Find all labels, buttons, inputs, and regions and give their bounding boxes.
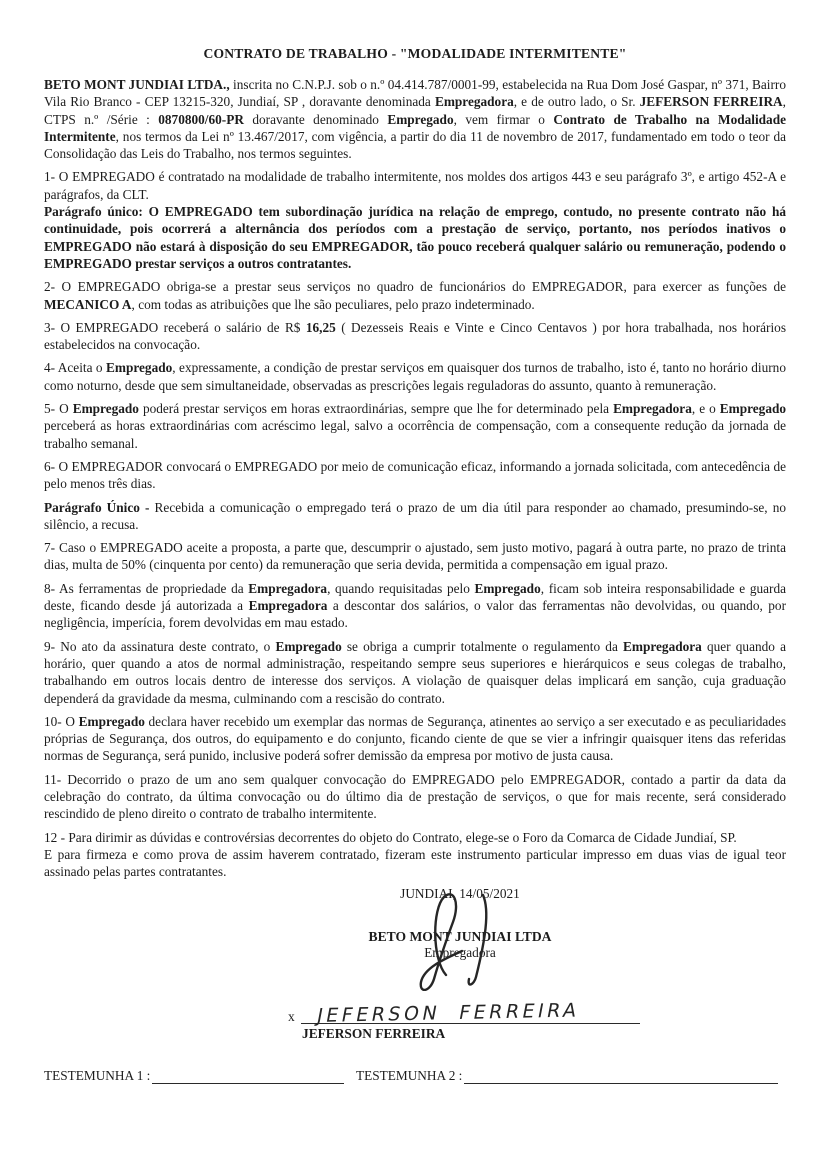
witness-1-signature-line	[152, 1068, 344, 1084]
employer-role-label: Empregadora	[424, 945, 496, 961]
witness-1-block	[44, 1068, 344, 1084]
closing-paragraph: E para firmeza e como prova de assim haverem contratado, fizeram este instrumento particular impresso em duas vias de igual teor assinado pelas partes contratantes.	[44, 846, 786, 880]
clause-3: 3- O EMPREGADO receberá o salário de R$ 16,25 ( Dezesseis Reais e Vinte e Cinco Centavos ) por hora trabalhada, nos horários estabelecidos na convocação.	[44, 319, 786, 353]
clause-1-paragrafo-unico: Parágrafo único: O EMPREGADO tem subordinação jurídica na relação de emprego, contudo, no presente contrato não há continuidade, pois ocorrerá a alternância dos períodos com a prestação de serviço, portanto, nos períodos inativos o EMPREGADO não estará à disposição do seu EMPREGADOR, tão pouco receberá qualquer salário ou remuneração, podendo o EMPREGADO prestar serviços a outros contratantes.	[44, 204, 786, 271]
clause-6: 6- O EMPREGADOR convocará o EMPREGADO por meio de comunicação eficaz, informando a jornada solicitada, com antecedência de pelo menos três dias.	[44, 458, 786, 492]
clause-7: 7- Caso o EMPREGADO aceite a proposta, a parte que, descumprir o ajustado, sem justo motivo, pagará à outra parte, no prazo de trinta dias, multa de 50% (cinquenta por cento) da remuneração que seria devida, permitida a compensação em igual prazo.	[44, 540, 786, 573]
witness-2-signature-line	[464, 1068, 778, 1084]
employee-handwritten-signature: JEFERSON FERREIRA	[314, 999, 582, 1028]
employer-name: BETO MONT JUNDIAI LTDA	[368, 929, 552, 945]
signature-x-mark: x	[288, 1009, 295, 1025]
employee-printed-name: JEFERSON FERREIRA	[302, 1026, 446, 1042]
clause-12: 12 - Para dirimir as dúvidas e controvérsias decorrentes do objeto do Contrato, elege-se o Foro da Comarca de Cidade Jundiaí, SP.	[44, 829, 737, 845]
employer-signature-block	[89, 929, 826, 961]
document-title: CONTRATO DE TRABALHO - "MODALIDADE INTERMITENTE"	[203, 46, 627, 61]
clause-1: 1- O EMPREGADO é contratado na modalidade de trabalho intermitente, nos moldes dos artigos 443 e seu parágrafo 3º, e artigo 452-A e parágrafos, da CLT.	[44, 169, 786, 202]
document-body	[44, 46, 786, 1042]
date-place-line: JUNDIAI, 14/05/2021	[400, 886, 520, 902]
witness-2-block	[356, 1068, 778, 1084]
clause-11: 11- Decorrido o prazo de um ano sem qualquer convocação do EMPREGADO pelo EMPREGADOR, contado a partir da data da celebração do contrato, da última convocação ou do último dia de prestação de serviços, o que for mais recente, será considerado rescindido de pleno direito o contrato de trabalho intermitente.	[44, 771, 786, 822]
clause-6-paragrafo-unico: Parágrafo Único - Recebida a comunicação o empregado terá o prazo de um dia útil para responder ao chamado, presumindo-se, no silêncio, a recusa.	[44, 499, 786, 532]
clause-4: 4- Aceita o Empregado, expressamente, a condição de prestar serviços em quaisquer dos turnos de trabalho, isto é, tanto no horário diurno como noturno, desde que sem simultaneidade, observadas as prescrições legais reguladoras do assunto, quanto à remuneração.	[44, 360, 786, 393]
witness-signature-row	[44, 1068, 778, 1084]
clause-10: 10- O Empregado declara haver recebido um exemplar das normas de Segurança, atinentes ao serviço a ser executado e as peculiaridades próprias de Segurança, dos outros, do equipamento e do conjunto, ficando ciente de que se vier a infringir quaisquer itens das referidas normas de Segurança, será punido, inclusive poderá sofrer demissão da empresa por motivo de justa causa.	[44, 713, 786, 764]
clause-8: 8- As ferramentas de propriedade da Empregadora, quando requisitadas pelo Empregado, ficam sob inteira responsabilidade e guarda deste, ficando desde já autorizada a Empregadora a descontar dos salários, o valor das ferramentas não devolvidas, ou quando, por negligência, imperícia, forem devolvidas em mau estado.	[44, 580, 787, 631]
clause-2: 2- O EMPREGADO obriga-se a prestar seus serviços no quadro de funcionários do EMPREGADOR, para exercer as funções de MECANICO A, com todas as atribuições que lhe são peculiares, pelo prazo indeterminado.	[44, 279, 786, 312]
clause-5: 5- O Empregado poderá prestar serviços em horas extraordinárias, sempre que lhe for determinado pela Empregadora, e o Empregado perceberá as horas extraordinárias com acréscimo legal, salvo a ocorrência de compensação, com a consequente redução da jornada de trabalho semanal.	[44, 401, 787, 451]
clause-9: 9- No ato da assinatura deste contrato, o Empregado se obriga a cumprir totalmente o regulamento da Empregadora quer quando a horário, quer quando a atos de normal administração, respeitando sempre seus superiores e hierárquicos e seus colegas de trabalho, trabalhando em outros locais dentro de interesse dos serviços. A violação de quaisquer delas implicará em sanção, cuja graduação dependerá da gravidade da mesma, culminando com a rescisão do contrato.	[44, 638, 786, 706]
employee-signature-area	[288, 993, 640, 1028]
employee-signature-line	[301, 993, 640, 1028]
witness-1-label: TESTEMUNHA 1 :	[44, 1068, 151, 1083]
witness-2-label: TESTEMUNHA 2 :	[356, 1068, 463, 1083]
intro-paragraph: BETO MONT JUNDIAI LTDA., inscrita no C.N.P.J. sob o n.º 04.414.787/0001-99, estabelecida na Rua Dom José Gaspar, nº 371, Bairro Vila Rio Branco - CEP 13215-320, Jundiaí, SP , doravante denominada Empregadora, e de outro lado, o Sr. JEFERSON FERREIRA, CTPS n.º /Série : 0870800/60-PR doravante denominado Empregado, vem firmar o Contrato de Trabalho na Modalidade Intermitente, nos termos da Lei nº 13.467/2017, com vigência, a partir do dia 11 de novembro de 2017, fundamentado em todo o teor da Consolidação das Leis do Trabalho, nos termos seguintes.	[44, 77, 786, 162]
